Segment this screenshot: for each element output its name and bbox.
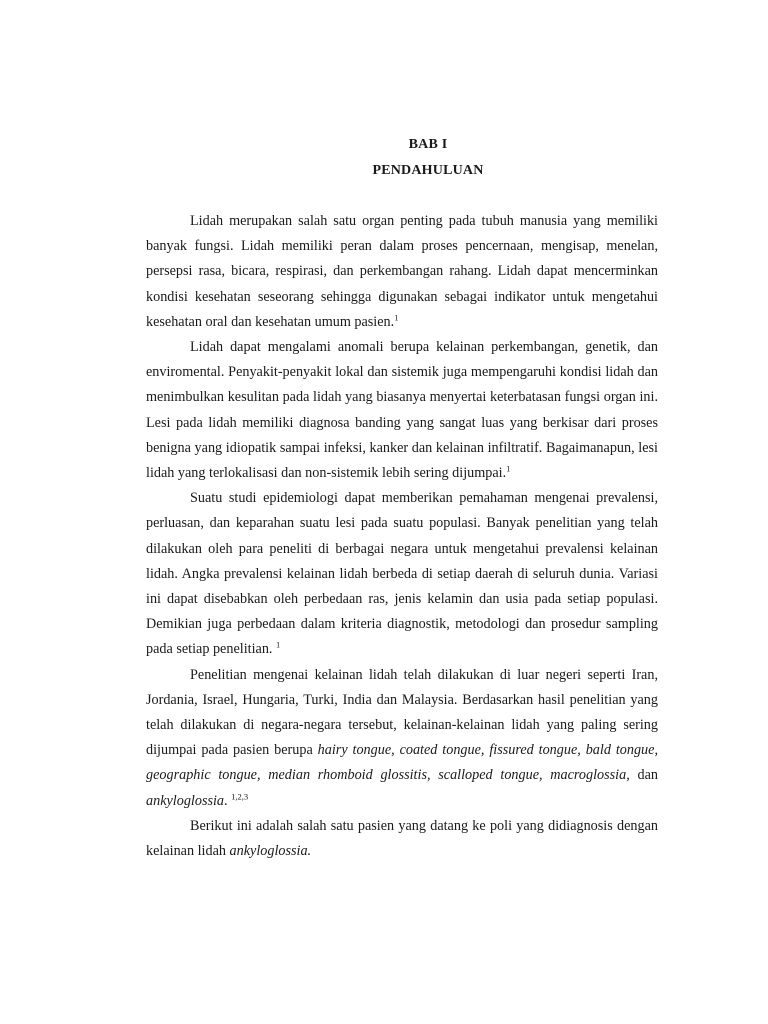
paragraph	[146, 486, 658, 662]
citation-ref: 1	[394, 312, 399, 323]
paragraph-text: Penelitian mengenai kelainan lidah telah dilakukan di luar negeri seperti Iran, Jordania, Israel, Hungaria, Turki, India dan Malaysia. Berdasarkan hasil penelitian yang telah dilakukan di negara-negara tersebut, kelainan-kelainan lidah yang paling sering dijumpai pada pasien berupa	[146, 666, 658, 759]
paragraph	[146, 663, 658, 814]
period: .	[224, 792, 228, 809]
italic-terms: hairy tongue, coated tongue, fissured tongue, bald tongue, geographic tongue, median rhomboid glossitis, scalloped tongue, macroglossia,	[146, 742, 658, 784]
paragraph-text: Lidah dapat mengalami anomali berupa kelainan perkembangan, genetik, dan enviromental. Penyakit-penyakit lokal dan sistemik juga mempengaruhi kondisi lidah dan menimbulkan kesulitan pada lidah yang biasanya menyertai keterbatasan fungsi organ ini. Lesi pada lidah memiliki diagnosa banding yang sangat luas yang berkisar dari proses benigna yang idiopatik sampai infeksi, kanker dan kelainan infiltratif. Bagaimanapun, lesi lidah yang terlokalisasi dan non-sistemik lebih sering dijumpai.	[146, 339, 658, 482]
chapter-number: BAB I	[408, 137, 448, 152]
italic-term: ankyloglossia.	[229, 843, 312, 860]
paragraph	[146, 814, 658, 864]
citation-ref: 1	[506, 463, 511, 474]
italic-term: ankyloglossia	[146, 792, 225, 809]
paragraph-text: Suatu studi epidemiologi dapat memberikan pemahaman mengenai prevalensi, perluasan, dan keparahan suatu lesi pada suatu populasi. Banyak penelitian yang telah dilakukan oleh para peneliti di berbagai negara untuk mengetahui prevalensi kelainan lidah. Angka prevalensi kelainan lidah berbeda di setiap daerah di seluruh dunia. Variasi ini dapat disebabkan oleh perbedaan ras, jenis kelamin dan usia pada setiap populasi. Demikian juga perbedaan dalam kriteria diagnostik, metodologi dan prosedur sampling pada setiap penelitian.	[146, 490, 658, 658]
paragraph	[146, 335, 658, 486]
citation-ref: 1,2,3	[231, 790, 249, 801]
chapter-title: PENDAHULUAN	[372, 163, 484, 178]
body-text	[146, 209, 658, 864]
paragraph	[146, 209, 658, 335]
paragraph-text: Lidah merupakan salah satu organ penting pada tubuh manusia yang memiliki banyak fungsi. Lidah memiliki peran dalam proses pencernaan, mengisap, menelan, persepsi rasa, bicara, respirasi, dan perkembangan rahang. Lidah dapat mencerminkan kondisi kesehatan seseorang sehingga digunakan sebagai indikator untuk mengetahui kesehatan oral dan kesehatan umum pasien.	[146, 213, 658, 330]
joiner-text: dan	[637, 767, 659, 784]
paragraph-text: Berikut ini adalah salah satu pasien yang datang ke poli yang didiagnosis dengan kelainan lidah	[146, 817, 658, 860]
citation-ref: 1	[276, 639, 281, 650]
